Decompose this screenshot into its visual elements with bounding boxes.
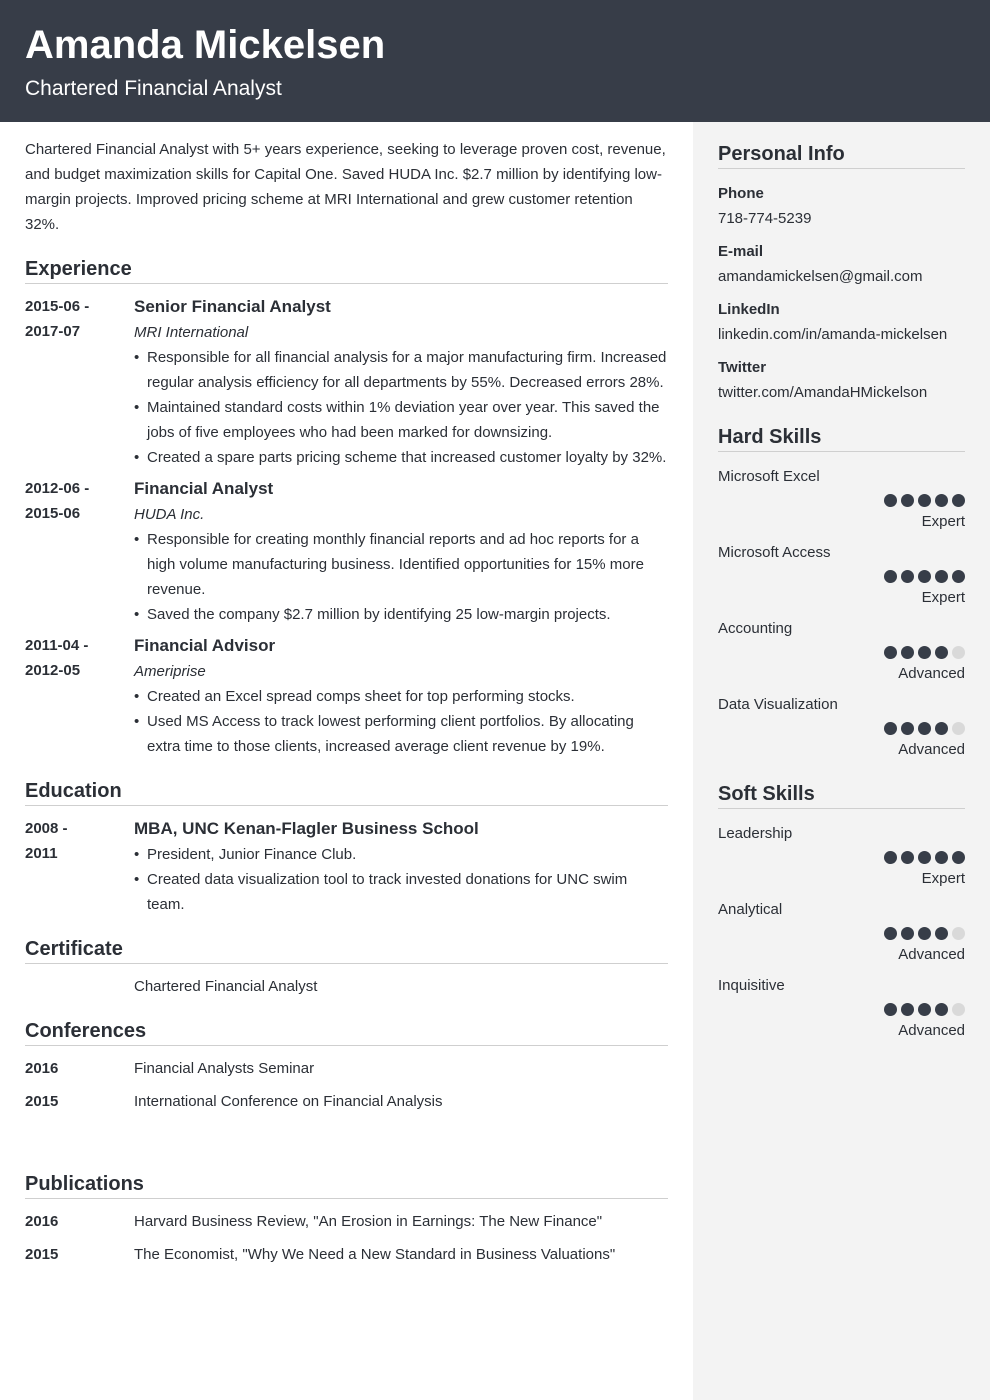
rating-dot xyxy=(901,927,914,940)
section-spacer xyxy=(25,1122,668,1152)
rating-dot xyxy=(918,646,931,659)
info-label: E-mail xyxy=(718,243,764,260)
skill-name: Microsoft Access xyxy=(718,544,831,561)
info-value: twitter.com/AmandaHMickelson xyxy=(718,384,928,401)
skill-name: Accounting xyxy=(718,620,793,637)
entry-title: Financial Analyst xyxy=(134,479,274,498)
skill-item xyxy=(718,973,965,1043)
entry-body xyxy=(134,1089,668,1114)
entry-company: MRI International xyxy=(134,324,249,341)
skill-item xyxy=(718,897,965,967)
skill-name: Leadership xyxy=(718,825,793,842)
entry-bullets xyxy=(134,842,668,917)
rating-dot xyxy=(952,722,965,735)
skill-rating xyxy=(718,494,965,507)
bullet-item: • Responsible for creating monthly financial reports and ad hoc reports for a high volume manufacturing business. Identified opportunities for 15% more revenue. xyxy=(134,527,668,602)
experience-entry xyxy=(25,294,668,470)
education-entry xyxy=(25,816,668,917)
entry-body xyxy=(134,974,668,999)
info-label: Twitter xyxy=(718,359,767,376)
candidate-name: Amanda Mickelsen xyxy=(25,23,386,67)
entry-body xyxy=(134,294,668,470)
bullet-item: • Saved the company $2.7 million by identifying 25 low-margin projects. xyxy=(134,602,668,627)
entry-title: MBA, UNC Kenan-Flagler Business School xyxy=(134,819,479,838)
conferences-entry xyxy=(25,1089,668,1114)
rating-dot xyxy=(918,570,931,583)
education-heading: Education xyxy=(25,779,668,806)
rating-dot xyxy=(935,1003,948,1016)
rating-dot xyxy=(901,570,914,583)
rating-dot xyxy=(918,722,931,735)
entry-date: 2015 xyxy=(25,1246,59,1263)
skill-item xyxy=(718,692,965,762)
skill-item xyxy=(718,540,965,610)
publications-heading: Publications xyxy=(25,1172,668,1199)
skill-rating xyxy=(718,927,965,940)
rating-dot xyxy=(901,1003,914,1016)
rating-dot xyxy=(884,646,897,659)
rating-dot xyxy=(901,646,914,659)
conferences-section xyxy=(25,1019,668,1114)
summary: Chartered Financial Analyst with 5+ years experience, seeking to leverage proven cost, revenue, and budget maximization skills for Capital One. Saved HUDA Inc. $2.7 million by identifying low-margin projects. Improved pricing scheme at MRI International and grew customer retention 32%. xyxy=(25,141,666,233)
rating-dot xyxy=(935,646,948,659)
entry-body xyxy=(134,476,668,627)
hard-skills-heading: Hard Skills xyxy=(718,425,965,452)
entry-body xyxy=(134,1242,668,1267)
skill-item xyxy=(718,821,965,891)
rating-dot xyxy=(884,927,897,940)
skill-rating xyxy=(718,851,965,864)
rating-dot xyxy=(935,570,948,583)
skill-name: Inquisitive xyxy=(718,977,785,994)
info-value: 718-774-5239 xyxy=(718,210,812,227)
entry-date: 2015-06 - 2017-07 xyxy=(25,298,90,340)
rating-dot xyxy=(935,851,948,864)
experience-heading: Experience xyxy=(25,257,668,284)
bullet-item: • Created an Excel spread comps sheet for top performing stocks. xyxy=(134,684,668,709)
hard-skills-section xyxy=(718,425,965,762)
info-label: LinkedIn xyxy=(718,301,780,318)
entry-bullets xyxy=(134,345,668,470)
skill-rating xyxy=(718,570,965,583)
candidate-title: Chartered Financial Analyst xyxy=(25,77,282,100)
entry-bullets xyxy=(134,527,668,627)
entry-date: 2008 - 2011 xyxy=(25,820,68,862)
personal-info-heading: Personal Info xyxy=(718,142,965,169)
skill-rating xyxy=(718,722,965,735)
entry-text: The Economist, "Why We Need a New Standard in Business Valuations" xyxy=(134,1246,616,1263)
rating-dot xyxy=(884,851,897,864)
rating-dot xyxy=(901,722,914,735)
soft-skills-heading: Soft Skills xyxy=(718,782,965,809)
rating-dot xyxy=(918,927,931,940)
entry-body xyxy=(134,633,668,759)
rating-dot xyxy=(952,494,965,507)
rating-dot xyxy=(901,851,914,864)
skill-name: Microsoft Excel xyxy=(718,468,820,485)
rating-dot xyxy=(952,646,965,659)
skill-level: Advanced xyxy=(898,946,965,963)
entry-body xyxy=(134,1056,668,1081)
skill-name: Analytical xyxy=(718,901,783,918)
bullet-item: • Created a spare parts pricing scheme that increased customer loyalty by 32%. xyxy=(134,445,668,470)
entry-body xyxy=(134,1209,668,1234)
entry-date: 2016 xyxy=(25,1060,59,1077)
certificate-section xyxy=(25,937,668,999)
entry-text: Chartered Financial Analyst xyxy=(134,978,318,995)
bullet-item: • Used MS Access to track lowest performing client portfolios. By allocating extra time to those clients, increased average client revenue by 19%. xyxy=(134,709,668,759)
entry-bullets xyxy=(134,684,668,759)
entry-date: 2011-04 - 2012-05 xyxy=(25,637,89,679)
entry-text: Harvard Business Review, "An Erosion in Earnings: The New Finance" xyxy=(134,1213,603,1230)
rating-dot xyxy=(918,851,931,864)
entry-text: Financial Analysts Seminar xyxy=(134,1060,315,1077)
education-section xyxy=(25,779,668,917)
bullet-item: • President, Junior Finance Club. xyxy=(134,842,668,867)
entry-title: Financial Advisor xyxy=(134,636,276,655)
skill-level: Expert xyxy=(921,589,965,606)
conferences-entry xyxy=(25,1056,668,1081)
publications-entry xyxy=(25,1242,668,1267)
skill-name: Data Visualization xyxy=(718,696,838,713)
skill-rating xyxy=(718,646,965,659)
bullet-item: • Created data visualization tool to track invested donations for UNC swim team. xyxy=(134,867,668,917)
entry-body xyxy=(134,816,668,917)
entry-date: 2012-06 - 2015-06 xyxy=(25,480,90,522)
skill-level: Advanced xyxy=(898,1022,965,1039)
skill-rating xyxy=(718,1003,965,1016)
soft-skills-section xyxy=(718,782,965,1043)
entry-date: 2016 xyxy=(25,1213,59,1230)
experience-entry xyxy=(25,476,668,627)
skill-item xyxy=(718,464,965,534)
rating-dot xyxy=(935,927,948,940)
experience-entry xyxy=(25,633,668,759)
rating-dot xyxy=(918,494,931,507)
experience-section xyxy=(25,257,668,759)
personal-info-section xyxy=(718,142,965,405)
entry-text: International Conference on Financial Analysis xyxy=(134,1093,443,1110)
conferences-heading: Conferences xyxy=(25,1019,668,1046)
info-label: Phone xyxy=(718,185,764,202)
publications-entry xyxy=(25,1209,668,1234)
skill-level: Expert xyxy=(921,870,965,887)
rating-dot xyxy=(884,570,897,583)
entry-company: HUDA Inc. xyxy=(134,506,205,523)
rating-dot xyxy=(901,494,914,507)
entry-title: Senior Financial Analyst xyxy=(134,297,331,316)
skill-level: Advanced xyxy=(898,741,965,758)
rating-dot xyxy=(952,570,965,583)
rating-dot xyxy=(884,722,897,735)
publications-section xyxy=(25,1122,668,1267)
skill-level: Advanced xyxy=(898,665,965,682)
rating-dot xyxy=(884,494,897,507)
info-value: linkedin.com/in/amanda-mickelsen xyxy=(718,326,948,343)
rating-dot xyxy=(935,722,948,735)
certificate-heading: Certificate xyxy=(25,937,668,964)
skill-item xyxy=(718,616,965,686)
bullet-item: • Maintained standard costs within 1% deviation year over year. This saved the jobs of five employees who had been marked for downsizing. xyxy=(134,395,668,445)
rating-dot xyxy=(884,1003,897,1016)
rating-dot xyxy=(952,927,965,940)
rating-dot xyxy=(935,494,948,507)
skill-level: Expert xyxy=(921,513,965,530)
entry-date xyxy=(25,974,134,999)
rating-dot xyxy=(952,1003,965,1016)
resume-header xyxy=(0,0,990,122)
entry-company: Ameriprise xyxy=(134,663,206,680)
certificate-entry xyxy=(25,974,668,999)
rating-dot xyxy=(952,851,965,864)
entry-date: 2015 xyxy=(25,1093,59,1110)
bullet-item: • Responsible for all financial analysis for a major manufacturing firm. Increased regular analysis efficiency for all departments by 55%. Decreased errors 28%. xyxy=(134,345,668,395)
main-column xyxy=(25,122,668,1275)
info-value: amandamickelsen@gmail.com xyxy=(718,268,923,285)
sidebar xyxy=(693,122,990,1400)
rating-dot xyxy=(918,1003,931,1016)
